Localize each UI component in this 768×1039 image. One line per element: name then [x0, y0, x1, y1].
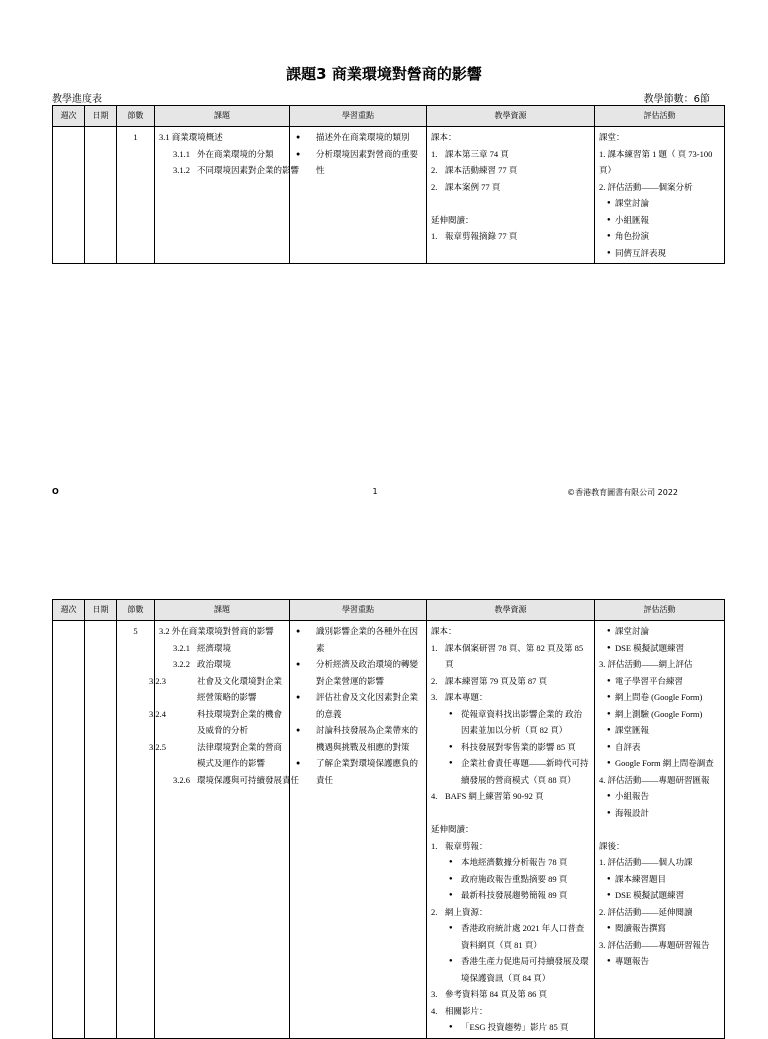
resource-bullet: ● 科技發展對零售業的影響 85 頁: [431, 739, 590, 756]
assessment-bullet: ● 小組報告: [599, 788, 720, 805]
resource-item: 1. 課本個案研習 78 頁、第 82 頁及第 85 頁: [431, 642, 584, 669]
assessment-bullet: ● 小組匯報: [599, 212, 720, 229]
header-lessons: 節數: [117, 106, 155, 127]
resource-bullet: ● 本地經濟數據分析報告 78 頁: [431, 854, 590, 871]
lessons-cell: 5: [117, 621, 155, 1039]
assessment-item: 1. 評估活動——個人功課: [599, 857, 693, 867]
resource-item: 2. 課本案例 77 頁: [431, 181, 501, 192]
resource-item: 1. 報章剪報摘錄 77 頁: [431, 231, 518, 241]
assessment-bullet: ● 自評表: [599, 739, 720, 756]
focus-cell: [290, 127, 427, 264]
resource-item: 2. 網上資源：: [431, 906, 488, 917]
topic-cell: [155, 127, 300, 264]
assessment-cell: [595, 127, 725, 264]
assessment-cell: [595, 621, 725, 1039]
assessment-bullet: ● 課本練習題目: [599, 871, 720, 888]
focus-item: ● 分析經濟及政治環境的轉變對企業營運的影響: [294, 656, 422, 689]
lesson-count-label: 教學節數：6節: [643, 94, 710, 105]
subtopic: 3.2.4 科技環境對企業的機會及威脅的分析: [149, 708, 283, 735]
assessment-bullet: ● 電子學習平台練習: [599, 673, 720, 690]
week-cell: [53, 127, 85, 264]
assessment-heading: 課堂：: [599, 132, 625, 142]
resource-item: 4. 相關影片：: [431, 1005, 488, 1016]
assessment-bullet: ● DSE 模擬試題練習: [599, 887, 720, 904]
header-resources: 教學資源: [427, 106, 595, 127]
date-cell: [85, 127, 117, 264]
header-topic: 課題: [155, 106, 290, 127]
date-cell: [85, 621, 117, 1039]
resources-heading: 課本：: [431, 626, 457, 636]
subtopic: 3.2.5 法律環境對企業的營商模式及運作的影響: [149, 741, 283, 768]
assessment-bullet: ● 專題報告: [599, 953, 720, 970]
focus-item: ● 評估社會及文化因素對企業的意義: [294, 689, 422, 722]
assessment-item: 3. 評估活動——網上評估: [599, 659, 693, 669]
page-title: 課題3 商業環境對營商的影響: [286, 65, 482, 83]
resource-item: 2. 課本活動練習 77 頁: [431, 165, 518, 175]
schedule-label: 教學進度表: [52, 94, 102, 105]
header-assessment: 評估活動: [595, 600, 725, 621]
resource-bullet: ● 「ESG 投資趨勢」影片 85 頁: [431, 1019, 590, 1036]
resource-item: 1. 報章剪報：: [431, 840, 488, 851]
focus-cell: [290, 621, 427, 1039]
assessment-bullet: ● 課堂討論: [599, 623, 720, 640]
lessons-cell: 1: [117, 127, 155, 264]
subtopic: 3.2.1 經濟環境: [173, 642, 232, 653]
table-header-row: [53, 106, 725, 127]
page-number: 1: [372, 487, 378, 496]
copyright-text: ©香港教育圖書有限公司 2022: [567, 488, 678, 497]
resource-bullet: ● 最新科技發展趨勢簡報 89 頁: [431, 887, 590, 904]
header-lessons: 節數: [117, 600, 155, 621]
topic-main: 3.1 商業環境概述: [159, 132, 223, 142]
resource-item: 1. 課本第三章 74 頁: [431, 148, 509, 159]
subtopic: 3.1.1 外在商業環境的分類: [173, 148, 274, 159]
assessment-bullet: ● 課堂匯報: [599, 722, 720, 739]
subtopic: 3.2.2 政治環境: [173, 659, 232, 669]
header-date: 日期: [85, 600, 117, 621]
resources-heading: 延伸閱讀：: [431, 214, 474, 225]
assessment-bullet: ● 閱讀報告撰寫: [599, 920, 720, 937]
assessment-bullet: ● DSE 模擬試題練習: [599, 640, 720, 657]
resource-bullet: ● 政府施政報告重點摘要 89 頁: [431, 871, 590, 888]
resources-cell: [427, 127, 595, 264]
header-focus: 學習重點: [290, 106, 427, 127]
resource-bullet: ● 企業社會責任專題——新時代可持續發展的營商模式（頁 88 頁）: [431, 755, 590, 788]
topic-cell: [149, 621, 300, 1039]
header-topic: 課題: [155, 600, 290, 621]
assessment-bullet: ● 網上問卷 (Google Form): [599, 689, 720, 706]
subtopic: 3.2.6 環境保護與可持續發展責任: [173, 774, 300, 785]
header-focus: 學習重點: [290, 600, 427, 621]
focus-item: ● 了解企業對環境保護應負的責任: [294, 755, 422, 788]
assessment-item: 3. 評估活動——專題研習報告: [599, 939, 710, 950]
assessment-bullet: ● 海報設計: [599, 805, 720, 822]
week-cell: [53, 621, 85, 1039]
assessment-item: 2. 評估活動——延伸閱讀: [599, 906, 693, 917]
resource-item: 4. BAFS 網上練習第 90-92 頁: [431, 791, 544, 801]
resources-cell: [427, 621, 595, 1039]
subtopic: 3.1.2 不同環境因素對企業的影響: [173, 165, 300, 175]
resources-heading: 延伸閱讀：: [431, 824, 474, 834]
resource-item: 3. 課本專題：: [431, 692, 488, 702]
focus-item: ● 分析環境因素對營商的重要性: [294, 146, 422, 179]
table-header-row: [53, 600, 725, 621]
resource-item: 3. 參考資料第 84 頁及第 86 頁: [431, 989, 548, 999]
assessment-item: 4. 評估活動——專題研習匯報: [599, 774, 710, 785]
assessment-item: 2. 評估活動——個案分析: [599, 181, 693, 192]
header-week: 週次: [53, 106, 85, 127]
focus-item: ● 討論科技發展為企業帶來的機遇與挑戰及相應的對策: [294, 722, 422, 755]
focus-item: ● 識別影響企業的各種外在因素: [294, 623, 422, 656]
assessment-bullet: ● 同儕互評表現: [599, 245, 720, 262]
topic-main: 3.2 外在商業環境對營商的影響: [159, 626, 274, 636]
assessment-bullet: ● Google Form 網上問卷調查: [599, 755, 720, 772]
assessment-item: 1. 課本練習第 1 題（ 頁 73-100 頁）: [599, 148, 713, 175]
resources-heading: 課本：: [431, 132, 457, 142]
assessment-bullet: ● 角色扮演: [599, 228, 720, 245]
resource-item: 2. 課本練習第 79 頁及第 87 頁: [431, 675, 548, 686]
assessment-bullet: ● 課堂討論: [599, 195, 720, 212]
resource-bullet: ● 香港政府統計處 2021 年人口普查資料網頁（頁 81 頁）: [431, 920, 590, 953]
header-resources: 教學資源: [427, 600, 595, 621]
header-date: 日期: [85, 106, 117, 127]
assessment-heading: 課後：: [599, 840, 625, 851]
header-assessment: 評估活動: [595, 106, 725, 127]
resource-bullet: ● 香港生產力促進局可持續發展及環境保護資訊（頁 84 頁）: [431, 953, 590, 986]
table-row: [53, 127, 725, 264]
resource-bullet: ● 從報章資料找出影響企業的 政治因素並加以分析（頁 82 頁）: [431, 706, 590, 739]
schedule-table-page2: [52, 599, 725, 1039]
schedule-table-page1: [52, 105, 725, 264]
subtopic: 3.2.3 社會及文化環境對企業經營策略的影響: [149, 675, 283, 702]
table-row: [53, 621, 725, 1039]
focus-item: ● 描述外在商業環境的類別: [294, 129, 422, 146]
footer-logo: O: [52, 487, 59, 496]
header-week: 週次: [53, 600, 85, 621]
assessment-bullet: ● 網上測驗 (Google Form): [599, 706, 720, 723]
